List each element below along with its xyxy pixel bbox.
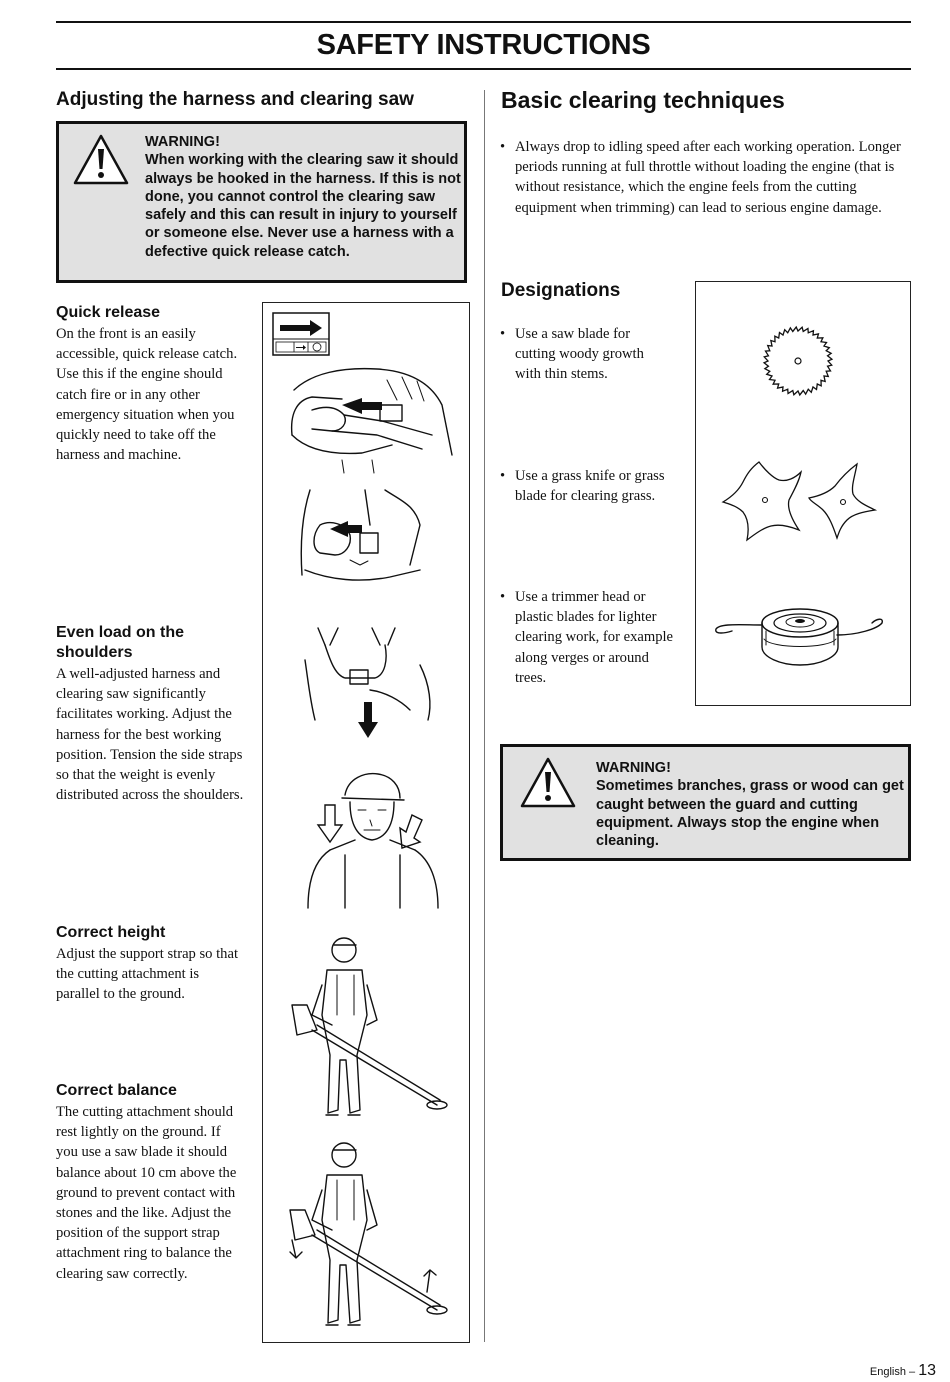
correct-balance-illustration (282, 1140, 452, 1335)
section-body-correct-height: Adjust the support strap so that the cutting attachment is parallel to the ground. (56, 946, 239, 1003)
page-title: SAFETY INSTRUCTIONS (316, 29, 651, 61)
top-rule (56, 21, 911, 23)
bullet-dot: • (500, 468, 506, 484)
page-number: 13 (918, 1362, 936, 1379)
column-divider (484, 90, 485, 1342)
page-footer (870, 1362, 936, 1380)
warning-triangle-icon (72, 133, 130, 187)
cleaning-warning-text (596, 759, 908, 850)
section-title-even-load: Even load on the shoulders (56, 624, 185, 661)
harness-warning-title: WARNING! (145, 134, 220, 150)
designation-text-saw-blade: Use a saw blade for cutting woody growth with thin stems. (515, 326, 644, 383)
designation-text-trimmer-head: Use a trimmer head or plastic blades for lighter clearing work, for example along verges or around trees. (515, 589, 674, 686)
harness-warning-box (56, 121, 467, 283)
harness-warning-text (145, 133, 463, 261)
warning-triangle-icon (519, 756, 577, 810)
section-body-quick-release: On the front is an easily accessible, quick release catch. Use this if the engine should catch fire or in any other emergency situation when you quickly need to take off the harness and machine. (56, 326, 238, 464)
helmet-shoulders-illustration (300, 770, 450, 910)
bullet-dot: • (500, 139, 506, 155)
trimmer-head-icon (712, 595, 887, 670)
title-rule (56, 68, 911, 70)
section-title-quick-release: Quick release (56, 304, 161, 321)
section-title-correct-balance: Correct balance (56, 1082, 177, 1099)
even-load-illustration (300, 620, 450, 745)
grass-knife-icon (720, 455, 810, 545)
quick-release-symbol-icon (272, 312, 330, 356)
right-heading: Basic clearing techniques (501, 87, 785, 113)
bullet-dot: • (500, 326, 506, 342)
quick-release-illustration (282, 365, 462, 475)
grass-blade-icon (808, 462, 878, 537)
cleaning-warning-box (500, 744, 911, 861)
left-heading: Adjusting the harness and clearing saw (56, 89, 414, 110)
cleaning-warning-title: WARNING! (596, 760, 671, 776)
cleaning-warning-body: Sometimes branches, grass or wood can get caught between the guard and cutting equipment. Always stop the engine when cleaning. (596, 778, 904, 850)
designations-heading: Designations (501, 280, 621, 301)
saw-blade-icon (762, 325, 834, 397)
designation-text-grass-blade: Use a grass knife or grass blade for clearing grass. (515, 468, 665, 505)
idling-bullet-text: Always drop to idling speed after each working operation. Longer periods running at full throttle without loading the engine (that is without resistance, which the engine feels from the cutting equipment when trimming) can lead to serious engine damage. (515, 139, 901, 216)
bullet-dot: • (500, 589, 506, 605)
section-body-even-load: A well-adjusted harness and clearing saw significantly facilitates working. Adjust the harness for the best working position. Tension the side straps so that the weight is evenly distributed across the shoulders. (56, 666, 244, 804)
section-title-correct-height: Correct height (56, 924, 166, 941)
release-catch-hands-illustration (290, 485, 440, 595)
harness-warning-body: When working with the clearing saw it should always be hooked in the harness. If this is not done, you cannot control the clearing saw safely and this can result in injury to yourself or someone else. Never use a harness with a defective quick release catch. (145, 152, 461, 260)
section-body-correct-balance: The cutting attachment should rest lightly on the ground. If you use a saw blade it should balance about 10 cm above the ground to prevent contact with stones and the like. Adjust the position of the support strap attachment ring to balance the clearing saw correctly. (56, 1104, 237, 1282)
correct-height-illustration (282, 935, 452, 1125)
footer-language: English – (869, 1366, 919, 1378)
